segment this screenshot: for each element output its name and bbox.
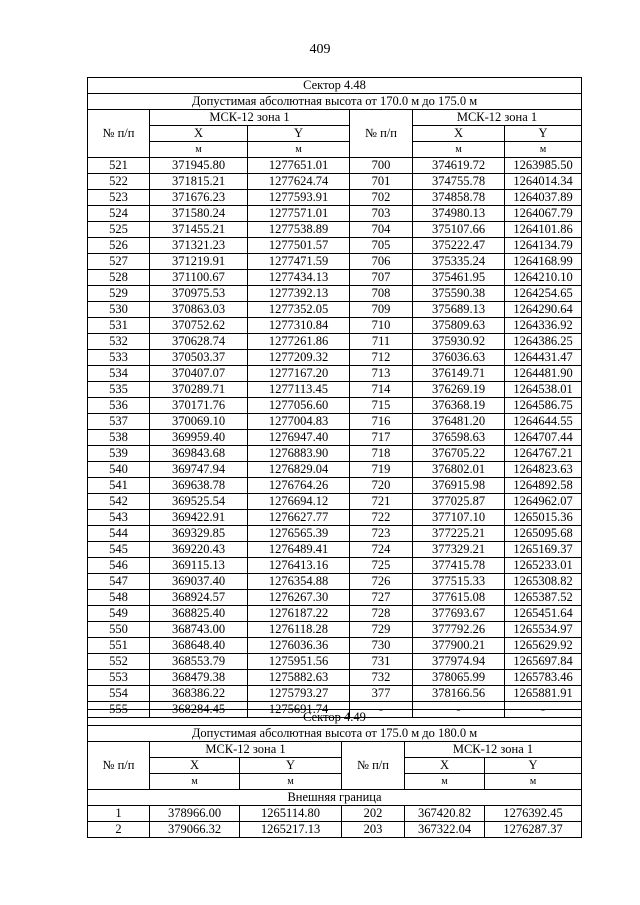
table-cell: 1264134.79: [505, 238, 582, 254]
table-cell: 1276354.88: [248, 574, 350, 590]
table-cell: 533: [88, 350, 150, 366]
table-cell: 370975.53: [150, 286, 248, 302]
table-cell: 368648.40: [150, 638, 248, 654]
table-cell: 1264431.47: [505, 350, 582, 366]
table-cell: 707: [350, 270, 413, 286]
unit-label: м: [248, 142, 350, 158]
table-cell: 1264336.92: [505, 318, 582, 334]
table-cell: 531: [88, 318, 150, 334]
table-cell: 724: [350, 542, 413, 558]
table-cell: 540: [88, 462, 150, 478]
table-cell: 377900.21: [413, 638, 505, 654]
table-cell: 367420.82: [405, 806, 485, 822]
table-row: [88, 238, 582, 254]
table-cell: 202: [342, 806, 405, 822]
table-cell: 368284.45: [150, 702, 248, 718]
table-cell: 1276392.45: [485, 806, 582, 822]
unit-label: м: [405, 774, 485, 790]
table-cell: 377107.10: [413, 510, 505, 526]
y-header: Y: [485, 758, 582, 774]
table-cell: 1265534.97: [505, 622, 582, 638]
table-cell: 728: [350, 606, 413, 622]
table-cell: 545: [88, 542, 150, 558]
table-row: [88, 382, 582, 398]
table-cell: 730: [350, 638, 413, 654]
table-cell: 725: [350, 558, 413, 574]
table-cell: 1276883.90: [248, 446, 350, 462]
table-cell: 549: [88, 606, 150, 622]
table-cell: 1276694.12: [248, 494, 350, 510]
table-cell: 377974.94: [413, 654, 505, 670]
table-cell: 536: [88, 398, 150, 414]
unit-label: м: [150, 142, 248, 158]
table-cell: 1264892.58: [505, 478, 582, 494]
table-cell: 374619.72: [413, 158, 505, 174]
table-cell: 374755.78: [413, 174, 505, 190]
y-header: Y: [240, 758, 342, 774]
table-cell: 1264210.10: [505, 270, 582, 286]
table-row: [88, 558, 582, 574]
table-cell: 718: [350, 446, 413, 462]
table-cell: 1264644.55: [505, 414, 582, 430]
table-cell: 375222.47: [413, 238, 505, 254]
table-cell: 1265881.91: [505, 686, 582, 702]
table-cell: 1265015.36: [505, 510, 582, 526]
table-cell: 541: [88, 478, 150, 494]
column-number-header: № п/п: [350, 110, 413, 158]
table-cell: 1264538.01: [505, 382, 582, 398]
table-cell: 534: [88, 366, 150, 382]
table-cell: 377515.33: [413, 574, 505, 590]
table-cell: 523: [88, 190, 150, 206]
zone-header: МСК-12 зона 1: [405, 742, 582, 758]
table-cell: 553: [88, 670, 150, 686]
table-cell: 1265169.37: [505, 542, 582, 558]
table-cell: 1265451.64: [505, 606, 582, 622]
table-row: [88, 190, 582, 206]
table-cell: 1275793.27: [248, 686, 350, 702]
table-cell: 727: [350, 590, 413, 606]
table-cell: 1264707.44: [505, 430, 582, 446]
table-cell: 375335.24: [413, 254, 505, 270]
table-cell: 377693.67: [413, 606, 505, 622]
table-row: [88, 526, 582, 542]
table-cell: 378166.56: [413, 686, 505, 702]
table-cell: 1264962.07: [505, 494, 582, 510]
table-cell: 1276764.26: [248, 478, 350, 494]
table-row: [88, 622, 582, 638]
table-cell: 1276947.40: [248, 430, 350, 446]
table-row: [88, 366, 582, 382]
table-cell: 369115.13: [150, 558, 248, 574]
table-cell: 374980.13: [413, 206, 505, 222]
altitude-range: Допустимая абсолютная высота от 170.0 м до 175.0 м: [88, 94, 582, 110]
zone-header: МСК-12 зона 1: [150, 742, 342, 758]
table-cell: 370069.10: [150, 414, 248, 430]
table-cell: 1277261.86: [248, 334, 350, 350]
table-cell: 1277113.45: [248, 382, 350, 398]
table-cell: 542: [88, 494, 150, 510]
table-cell: 716: [350, 414, 413, 430]
table-cell: 376036.63: [413, 350, 505, 366]
table-cell: 537: [88, 414, 150, 430]
table-cell: 379066.32: [150, 822, 240, 838]
y-header: Y: [505, 126, 582, 142]
table-cell: 524: [88, 206, 150, 222]
table-row: [88, 174, 582, 190]
table-cell: 1277471.59: [248, 254, 350, 270]
table-cell: 539: [88, 446, 150, 462]
table-cell: 377792.26: [413, 622, 505, 638]
table-cell: 550: [88, 622, 150, 638]
table-cell: 713: [350, 366, 413, 382]
y-header: Y: [248, 126, 350, 142]
table-cell: 1264767.21: [505, 446, 582, 462]
table-cell: 371455.21: [150, 222, 248, 238]
table-cell: 1264101.86: [505, 222, 582, 238]
table-cell: 376481.20: [413, 414, 505, 430]
table-row: [88, 462, 582, 478]
table-cell: 369747.94: [150, 462, 248, 478]
table-cell: 375461.95: [413, 270, 505, 286]
table-cell: 705: [350, 238, 413, 254]
table-row: [88, 686, 582, 702]
table-cell: 376149.71: [413, 366, 505, 382]
unit-label: м: [505, 142, 582, 158]
table-cell: 2: [88, 822, 150, 838]
table-cell: 1265783.46: [505, 670, 582, 686]
table-row: [88, 446, 582, 462]
sector-title: Сектор 4.48: [88, 78, 582, 94]
table-cell: 371321.23: [150, 238, 248, 254]
table-cell: -: [505, 702, 582, 718]
x-header: X: [405, 758, 485, 774]
table-cell: 375107.66: [413, 222, 505, 238]
table-cell: 526: [88, 238, 150, 254]
table-cell: 1276565.39: [248, 526, 350, 542]
table-cell: 530: [88, 302, 150, 318]
table-cell: 376705.22: [413, 446, 505, 462]
x-header: X: [413, 126, 505, 142]
table-row: [88, 510, 582, 526]
table-cell: 1264586.75: [505, 398, 582, 414]
table-cell: 377415.78: [413, 558, 505, 574]
table-cell: 377329.21: [413, 542, 505, 558]
table-cell: 371219.91: [150, 254, 248, 270]
table-cell: 522: [88, 174, 150, 190]
table-cell: 544: [88, 526, 150, 542]
table-cell: 367322.04: [405, 822, 485, 838]
table-cell: 1276036.36: [248, 638, 350, 654]
table-cell: 732: [350, 670, 413, 686]
table-cell: 529: [88, 286, 150, 302]
table-cell: 711: [350, 334, 413, 350]
unit-label: м: [150, 774, 240, 790]
table-row: [88, 542, 582, 558]
table-cell: 377: [350, 686, 413, 702]
table-cell: 1277209.32: [248, 350, 350, 366]
table-cell: 1277624.74: [248, 174, 350, 190]
table-cell: 726: [350, 574, 413, 590]
unit-label: м: [485, 774, 582, 790]
zone-header: МСК-12 зона 1: [413, 110, 582, 126]
column-number-header: № п/п: [342, 742, 405, 790]
table-cell: -: [413, 702, 505, 718]
table-cell: 1265233.01: [505, 558, 582, 574]
table-cell: 1275882.63: [248, 670, 350, 686]
zone-header: МСК-12 зона 1: [150, 110, 350, 126]
table-cell: 538: [88, 430, 150, 446]
table-cell: 712: [350, 350, 413, 366]
table-cell: 1277310.84: [248, 318, 350, 334]
table-cell: 368825.40: [150, 606, 248, 622]
sector-title: Сектор 4.49: [88, 710, 582, 726]
table-cell: 1265697.84: [505, 654, 582, 670]
table-row: [88, 638, 582, 654]
table-cell: 532: [88, 334, 150, 350]
table-cell: 1265095.68: [505, 526, 582, 542]
table-cell: 1277004.83: [248, 414, 350, 430]
table-cell: 525: [88, 222, 150, 238]
table-row: [88, 334, 582, 350]
table-cell: 369959.40: [150, 430, 248, 446]
table-cell: 1265114.80: [240, 806, 342, 822]
table-cell: 552: [88, 654, 150, 670]
table-cell: 369220.43: [150, 542, 248, 558]
table-cell: 722: [350, 510, 413, 526]
unit-label: м: [240, 774, 342, 790]
table-row: [88, 574, 582, 590]
table-row: [88, 654, 582, 670]
table-row: [88, 398, 582, 414]
table-cell: 371945.80: [150, 158, 248, 174]
table-cell: 554: [88, 686, 150, 702]
table-cell: 376915.98: [413, 478, 505, 494]
table-cell: 1276627.77: [248, 510, 350, 526]
table-cell: 717: [350, 430, 413, 446]
table-cell: 377615.08: [413, 590, 505, 606]
table-row: [88, 590, 582, 606]
table-cell: 521: [88, 158, 150, 174]
table-cell: 1276489.41: [248, 542, 350, 558]
table-cell: 375590.38: [413, 286, 505, 302]
table-cell: 731: [350, 654, 413, 670]
table-cell: 1264386.25: [505, 334, 582, 350]
table-cell: 368924.57: [150, 590, 248, 606]
unit-label: м: [413, 142, 505, 158]
table-cell: 1277538.89: [248, 222, 350, 238]
table-cell: 1277056.60: [248, 398, 350, 414]
table-row: [88, 206, 582, 222]
column-number-header: № п/п: [88, 110, 150, 158]
table-cell: 377225.21: [413, 526, 505, 542]
table-cell: 715: [350, 398, 413, 414]
table-cell: 203: [342, 822, 405, 838]
table-cell: 376802.01: [413, 462, 505, 478]
table-cell: 709: [350, 302, 413, 318]
table-cell: 1265217.13: [240, 822, 342, 838]
table-cell: 368743.00: [150, 622, 248, 638]
column-number-header: № п/п: [88, 742, 150, 790]
table-cell: 369638.78: [150, 478, 248, 494]
table-cell: 1265387.52: [505, 590, 582, 606]
table-row: [88, 222, 582, 238]
table-cell: 378065.99: [413, 670, 505, 686]
table-row: [88, 414, 582, 430]
table-cell: 369843.68: [150, 446, 248, 462]
table-row: [88, 606, 582, 622]
table-cell: 719: [350, 462, 413, 478]
table-row: [88, 350, 582, 366]
table-cell: 701: [350, 174, 413, 190]
table-row: [88, 822, 582, 838]
table-cell: 1276413.16: [248, 558, 350, 574]
table-cell: 1264823.63: [505, 462, 582, 478]
table-cell: 723: [350, 526, 413, 542]
x-header: X: [150, 758, 240, 774]
table-cell: 1277593.91: [248, 190, 350, 206]
table-cell: 720: [350, 478, 413, 494]
table-cell: 370628.74: [150, 334, 248, 350]
table-cell: 375809.63: [413, 318, 505, 334]
table-cell: 1264037.89: [505, 190, 582, 206]
table-cell: 368479.38: [150, 670, 248, 686]
table-cell: 706: [350, 254, 413, 270]
table-row: [88, 494, 582, 510]
table-cell: 376368.19: [413, 398, 505, 414]
table-cell: 371815.21: [150, 174, 248, 190]
table-cell: 1265308.82: [505, 574, 582, 590]
table-cell: 551: [88, 638, 150, 654]
table-cell: 1263985.50: [505, 158, 582, 174]
table-cell: 714: [350, 382, 413, 398]
table-cell: 370863.03: [150, 302, 248, 318]
table-cell: 378966.00: [150, 806, 240, 822]
table-cell: 1276187.22: [248, 606, 350, 622]
table-cell: 376598.63: [413, 430, 505, 446]
sector-4-48-table: [87, 77, 582, 718]
table-cell: 704: [350, 222, 413, 238]
table-cell: 371580.24: [150, 206, 248, 222]
table-cell: 721: [350, 494, 413, 510]
table-cell: 369037.40: [150, 574, 248, 590]
table-cell: 1: [88, 806, 150, 822]
table-cell: 729: [350, 622, 413, 638]
table-cell: 1264254.65: [505, 286, 582, 302]
table-cell: 369422.91: [150, 510, 248, 526]
table-cell: 1265629.92: [505, 638, 582, 654]
table-cell: 1275951.56: [248, 654, 350, 670]
table-row: [88, 286, 582, 302]
table-cell: 1264014.34: [505, 174, 582, 190]
table-row: [88, 302, 582, 318]
table-cell: 375689.13: [413, 302, 505, 318]
page-number: 409: [309, 42, 331, 57]
table-cell: 546: [88, 558, 150, 574]
table-cell: 535: [88, 382, 150, 398]
table-cell: 1276118.28: [248, 622, 350, 638]
sector-4-49-table: [87, 709, 582, 838]
table-cell: 369329.85: [150, 526, 248, 542]
table-cell: 1277167.20: [248, 366, 350, 382]
altitude-range: Допустимая абсолютная высота от 175.0 м до 180.0 м: [88, 726, 582, 742]
table-row: [88, 430, 582, 446]
table-cell: 1277651.01: [248, 158, 350, 174]
table-cell: 1276829.04: [248, 462, 350, 478]
table-cell: 700: [350, 158, 413, 174]
table-cell: -: [350, 702, 413, 718]
table-cell: 708: [350, 286, 413, 302]
table-cell: 370752.62: [150, 318, 248, 334]
table-cell: 710: [350, 318, 413, 334]
table-cell: 1277352.05: [248, 302, 350, 318]
table-row: [88, 318, 582, 334]
table-cell: 543: [88, 510, 150, 526]
table-row: [88, 478, 582, 494]
table-cell: 369525.54: [150, 494, 248, 510]
table-cell: 368386.22: [150, 686, 248, 702]
table-cell: 548: [88, 590, 150, 606]
table-cell: 1276287.37: [485, 822, 582, 838]
table-cell: 375930.92: [413, 334, 505, 350]
table-cell: 371100.67: [150, 270, 248, 286]
table-cell: 1264168.99: [505, 254, 582, 270]
table-cell: 370171.76: [150, 398, 248, 414]
table-cell: 371676.23: [150, 190, 248, 206]
table-cell: 1264290.64: [505, 302, 582, 318]
table-cell: 1277501.57: [248, 238, 350, 254]
table-cell: 527: [88, 254, 150, 270]
table-cell: 1277571.01: [248, 206, 350, 222]
table-cell: 374858.78: [413, 190, 505, 206]
table-row: [88, 806, 582, 822]
table-cell: 1264481.90: [505, 366, 582, 382]
table-cell: 370289.71: [150, 382, 248, 398]
table-cell: 370407.07: [150, 366, 248, 382]
table-cell: 1277434.13: [248, 270, 350, 286]
table-cell: 703: [350, 206, 413, 222]
table-row: [88, 270, 582, 286]
table-cell: 1264067.79: [505, 206, 582, 222]
x-header: X: [150, 126, 248, 142]
table-cell: 1275691.74: [248, 702, 350, 718]
table-cell: 370503.37: [150, 350, 248, 366]
table-row: [88, 670, 582, 686]
table-cell: 377025.87: [413, 494, 505, 510]
table-row: [88, 158, 582, 174]
table-cell: 1276267.30: [248, 590, 350, 606]
table-row: [88, 254, 582, 270]
table-cell: 547: [88, 574, 150, 590]
table-cell: 376269.19: [413, 382, 505, 398]
table-cell: 368553.79: [150, 654, 248, 670]
boundary-label: Внешняя граница: [88, 790, 582, 806]
table-cell: 555: [88, 702, 150, 718]
table-cell: 1277392.13: [248, 286, 350, 302]
table-cell: 702: [350, 190, 413, 206]
table-cell: 528: [88, 270, 150, 286]
